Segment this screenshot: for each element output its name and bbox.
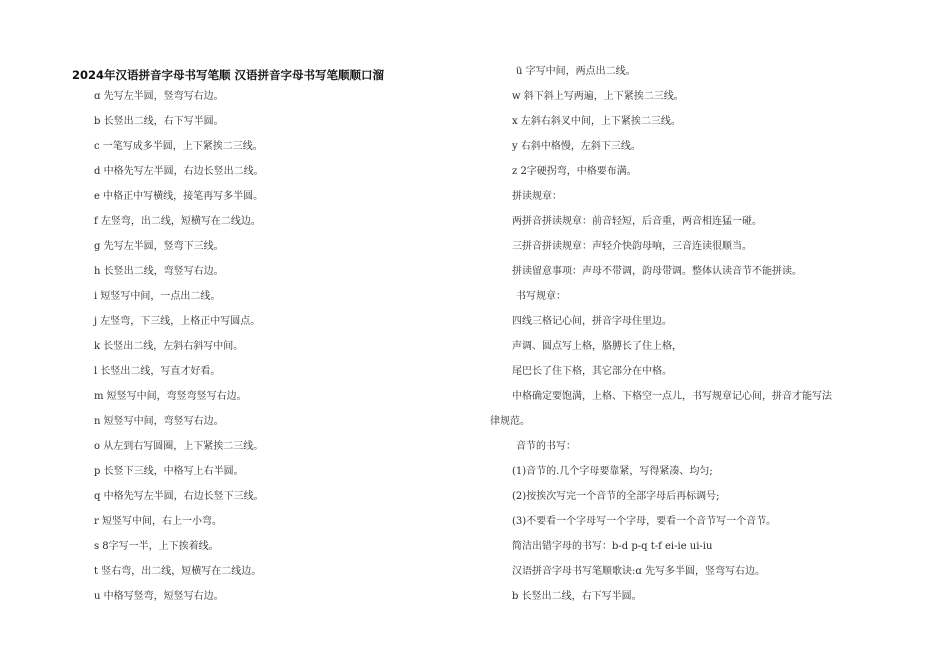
text-line: j 左竖弯，下三线，上格正中写圆点。 [94,316,261,327]
right-column [490,66,890,616]
text-line: f 左竖弯，出二线，短横写在二线边。 [94,216,261,227]
text-line: p 长竖下三线，中格写上右半圆。 [94,466,244,477]
text-line: k 长竖出二线，左斜右斜写中间。 [94,341,244,352]
text-line: w 斜下斜上写两遍，上下紧挨二三线。 [512,91,684,102]
text-line: b 长竖出二线，右下写半圆。 [94,116,224,127]
text-line: m 短竖写中间，弯竖弯竖写右边。 [94,391,247,402]
text-line: i 短竖写中间，一点出二线。 [94,291,221,302]
text-line: 律规范。 [490,416,530,427]
text-line: 四线三格记心间，拼音字母住里边。 [512,316,672,327]
text-line: (2)按挨次写完一个音节的全部字母后再标调号; [512,491,720,502]
text-line: b 长竖出二线，右下写半圆。 [512,591,642,602]
text-line: t 竖右弯，出二线，短横写在二线边。 [94,566,262,577]
text-line: n 短竖写中间，弯竖写右边。 [94,416,224,427]
text-line: q 中格先写左半圆，右边长竖下三线。 [94,491,264,502]
document-title: 2024年汉语拼音字母书写笔顺 汉语拼音字母书写笔顺顺口溜 [72,68,385,82]
text-line: h 长竖出二线，弯竖写右边。 [94,266,224,277]
text-line: 拼读留意事项：声母不带调，韵母带调。整体认读音节不能拼读。 [512,266,802,277]
text-line: e 中格正中写横线，接笔再写多半圆。 [94,191,264,202]
text-line: y 右斜中格慢，左斜下三线。 [512,141,641,152]
left-column [72,66,472,616]
text-line: r 短竖写中间，右上一小弯。 [94,516,222,527]
section-heading: 拼读规章： [512,191,562,202]
text-line: u 中格写竖弯，短竖写右边。 [94,591,224,602]
text-line: s 8字写一半，上下挨着线。 [94,541,219,552]
text-line: 尾巴长了住下格，其它部分在中格。 [512,366,672,377]
text-line: ɑ 先写左半圆，竖弯写右边。 [94,91,224,102]
text-line: 汉语拼音字母书写笔顺歌诀:ɑ 先写多半圆，竖弯写右边。 [512,566,765,577]
text-line: z 2字硬拐弯，中格要布满。 [512,166,637,177]
text-line: x 左斜右斜叉中间，上下紧挨二三线。 [512,116,681,127]
text-line: 三拼音拼读规章：声轻介快韵母响，三音连读很顺当。 [512,241,752,252]
section-heading: 书写规章： [516,291,566,302]
text-line: 中格确定要饱满，上格、下格空一点儿，书写规章记心间，拼音才能写法 [512,391,832,402]
text-line: l 长竖出二线，写直才好看。 [94,366,221,377]
text-line: g 先写左半圆，竖弯下三线。 [94,241,224,252]
text-line: 声调、圆点写上格，胳膊长了住上格， [512,341,682,352]
section-heading: 音节的书写： [516,441,576,452]
text-line: c 一笔写成多半圆，上下紧挨二三线。 [94,141,263,152]
text-line: o 从左到右写圆圈，上下紧挨二三线。 [94,441,264,452]
text-line: 两拼音拼读规章：前音轻短，后音重，两音相连猛一碰。 [512,216,762,227]
text-line: 简洁出错字母的书写：b-d p-q t-f ei-ie ui-iu [512,541,713,552]
text-line: d 中格先写左半圆，右边长竖出二线。 [94,166,264,177]
text-line: ü 字写中间，两点出二线。 [516,66,636,77]
text-line: (1)音节的.几个字母要靠紧，写得紧凑、均匀; [512,466,713,477]
text-line: (3)不要看一个字母写一个字母，要看一个音节写一个音节。 [512,516,777,527]
